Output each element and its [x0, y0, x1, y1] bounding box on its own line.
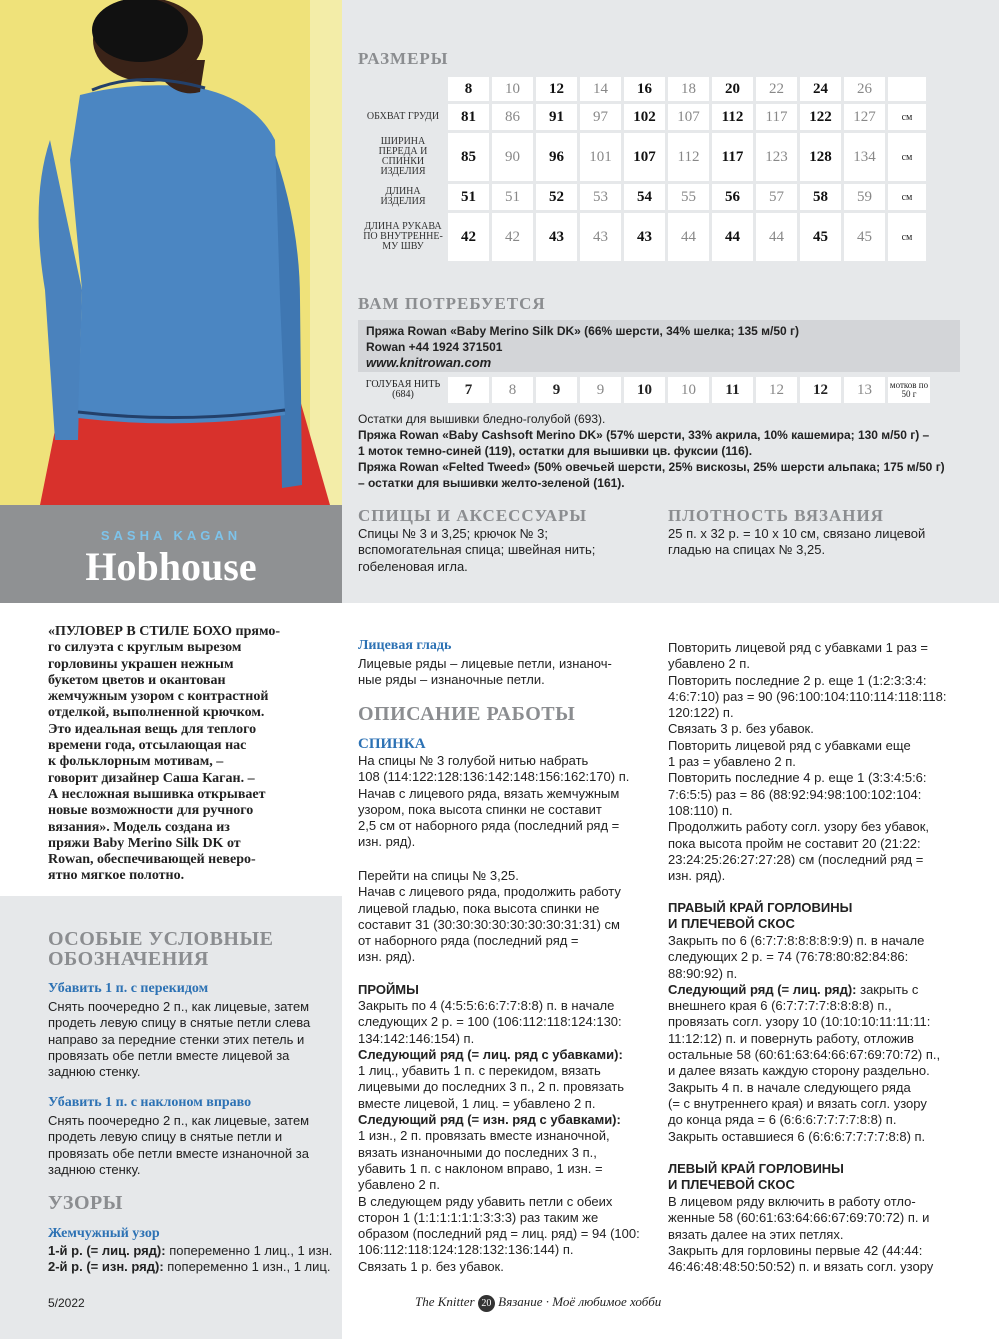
- right-neck-text: [668, 933, 978, 1145]
- size-header-cell: 8: [448, 77, 489, 101]
- table-cell: 52: [536, 184, 577, 210]
- text-line: го силуэта с круглым вырезом: [48, 640, 242, 656]
- text-line: Продолжить работу согл. узору без убавок,: [668, 819, 930, 835]
- table-cell: 53: [580, 184, 621, 210]
- text-line: 88:90:92) п.: [668, 965, 738, 981]
- text-line: пряжи Baby Merino Silk DK от: [48, 835, 241, 851]
- table-row: [361, 377, 930, 403]
- row-label: Следующий ряд (= лиц. ряд):: [668, 981, 857, 997]
- text-line: изн. ряд).: [358, 834, 416, 850]
- text-line: 25 п. х 32 р. = 10 х 10 см, связано лицевой: [668, 526, 926, 541]
- heading-line: ПРАВЫЙ КРАЙ ГОРЛОВИНЫ: [668, 900, 853, 915]
- table-cell: 43: [580, 213, 621, 261]
- unit-cell: см: [888, 104, 926, 130]
- text-line: от наборного ряда (последний ряд =: [358, 933, 579, 949]
- unit-cell: см: [888, 213, 926, 261]
- text-line: сторон 1 (1:1:1:1:1:1:3:3:3) раз таким же: [358, 1209, 599, 1225]
- needles-heading: СПИЦЫ И АКСЕССУАРЫ: [358, 506, 588, 525]
- text-line: На спицы № 3 голубой нитью набрать: [358, 753, 589, 768]
- text-line: 106:112:118:124:128:132:136:144) п.: [358, 1242, 574, 1258]
- text-line: 134:142:146:154) п.: [358, 1030, 475, 1046]
- text-line: Связать 3 р. без убавок.: [668, 721, 814, 737]
- table-cell: 90: [492, 133, 533, 181]
- yarn-line: Пряжа Rowan «Baby Merino Silk DK» (66% шерсти, 34% шелка; 135 м/50 г): [366, 324, 800, 338]
- text-line: гобеленовая игла.: [358, 558, 468, 574]
- text-line: продеть левую спицу в снятые петли слева: [48, 1015, 311, 1031]
- table-cell: 122: [800, 104, 841, 130]
- dec1-title: Убавить 1 п. с перекидом: [48, 981, 209, 996]
- row-label: ДЛИНА ИЗДЕЛИЯ: [380, 186, 426, 207]
- text-line: заднюю стенку.: [48, 1064, 141, 1080]
- text-line: Повторить последние 2 р. еще 1 (1:2:3:3:4:: [668, 672, 927, 688]
- table-cell: 112: [712, 104, 753, 130]
- patterns-heading: УЗОРЫ: [48, 1192, 123, 1214]
- footer-brand: [415, 1294, 661, 1312]
- text-line: 4:6:7:10) раз = 90 (96:100:104:110:114:118:118:: [668, 688, 947, 704]
- text-line: Связать 1 р. без убавок.: [358, 1258, 504, 1274]
- text-line: Перейти на спицы № 3,25.: [358, 868, 519, 883]
- text-line: времени года, отсылающая нас: [48, 738, 247, 754]
- text-line: изн. ряд).: [668, 868, 726, 884]
- text-line: провязать согл. узору 10 (10:10:10:11:11:11:: [668, 1014, 931, 1030]
- table-cell: 8: [492, 377, 533, 403]
- text-line: Повторить последние 4 р. еще 1 (3:3:4:5:6:: [668, 770, 927, 786]
- table-cell: 117: [756, 104, 797, 130]
- dec1-text: [48, 999, 340, 1080]
- text-line: Снять поочередно 2 п., как лицевые, затем: [48, 1113, 310, 1128]
- text-line: букетом цветов и окантован: [48, 672, 226, 688]
- text-line: вязать изнаночными до последних 3 п.,: [358, 1144, 597, 1160]
- text-line: 23:24:25:26:27:27:28) см (последний ряд =: [668, 851, 924, 867]
- text-line: 1 лиц., убавить 1 п. с перекидом, вязать: [358, 1063, 601, 1079]
- heading-line: ОБОЗНАЧЕНИЯ: [48, 948, 209, 970]
- text-line: Закрыть по 6 (6:7:7:8:8:8:8:9:9) п. в начале: [668, 933, 925, 948]
- table-cell: 9: [536, 377, 577, 403]
- text-line: составит 31 (30:30:30:30:30:30:30:31:31) см: [358, 916, 620, 932]
- size-header-cell: 26: [844, 77, 885, 101]
- right-neck-title: [668, 900, 852, 932]
- table-cell: 85: [448, 133, 489, 181]
- size-header-cell: 24: [800, 77, 841, 101]
- table-cell: 134: [844, 133, 885, 181]
- text-line: Спицы № 3 и 3,25; крючок № 3;: [358, 526, 548, 541]
- seed-stitch-text: [48, 1243, 348, 1276]
- size-header-cell: 18: [668, 77, 709, 101]
- text-line: к фольклорным мотивам, –: [48, 754, 224, 770]
- text-line: образом (последний ряд = лиц. ряд) = 94 (100:: [358, 1226, 640, 1242]
- table-cell: 42: [492, 213, 533, 261]
- intro-text: [48, 624, 318, 885]
- text-line: В следующем ряду убавить петли с обеих: [358, 1193, 613, 1209]
- text-line: и далее вязать каждую сторону раздельно.: [668, 1063, 930, 1079]
- text-line: лицевыми до последних 3 п., 2 п. провязать: [358, 1079, 625, 1095]
- text-line: Закрыть для горловины первые 42 (44:44:: [668, 1242, 923, 1258]
- table-row: [361, 104, 926, 130]
- heading-line: ОСОБЫЕ УСЛОВНЫЕ: [48, 928, 274, 950]
- table-cell: 91: [536, 104, 577, 130]
- materials-heading: ВАМ ПОТРЕБУЕТСЯ: [358, 294, 546, 313]
- yarn-phone: Rowan +44 1924 371501: [366, 340, 503, 354]
- table-cell: 44: [668, 213, 709, 261]
- row-text: попеременно 1 изн., 1 лиц.: [163, 1259, 331, 1275]
- text-line: продеть левую спицу в снятые петли и: [48, 1129, 283, 1145]
- heading-line: ЛЕВЫЙ КРАЙ ГОРЛОВИНЫ: [668, 1161, 844, 1176]
- row-text: закрыть с: [856, 981, 919, 997]
- text-line: следующих 2 р. = 74 (76:78:80:82:84:86:: [668, 949, 909, 965]
- sizes-table: [358, 74, 929, 264]
- text-line: Снять поочередно 2 п., как лицевые, затем: [48, 999, 310, 1014]
- text-line: гладью на спицах № 3,25.: [668, 542, 826, 558]
- size-header-cell: 16: [624, 77, 665, 101]
- table-cell: 101: [580, 133, 621, 181]
- row-label: ШИРИНА ПЕРЕДА И СПИНКИ ИЗДЕЛИЯ: [378, 136, 428, 177]
- text-line: отделкой, выполненной крючком.: [48, 705, 265, 721]
- text-line: (= с внутреннего края) и вязать согл. узору: [668, 1095, 927, 1111]
- note-line: Пряжа Rowan «Baby Cashsoft Merino DK» (57% шерсти, 33% акрила, 10% кашемира; 130 м/50 г) –: [358, 428, 930, 442]
- text-line: убавлено 2 п.: [358, 1177, 440, 1193]
- text-line: жемчужным узором с контрастной: [48, 689, 269, 705]
- table-cell: 10: [624, 377, 665, 403]
- table-cell: 11: [712, 377, 753, 403]
- table-cell: 107: [668, 104, 709, 130]
- seed-stitch-title: Жемчужный узор: [48, 1226, 160, 1241]
- table-cell: 44: [756, 213, 797, 261]
- unit-cell: мотков по 50 г: [888, 377, 930, 403]
- table-cell: 44: [712, 213, 753, 261]
- text-line: Rowan, обеспечивающей неверо-: [48, 852, 256, 868]
- text-line: Закрыть по 4 (4:5:5:6:6:7:7:8:8) п. в начале: [358, 998, 615, 1013]
- left-neck-text: [668, 1194, 978, 1275]
- text-line: следующих 2 р. = 100 (106:112:118:124:130:: [358, 1014, 622, 1030]
- table-cell: 43: [536, 213, 577, 261]
- text-line: Следующий ряд (= лиц. ряд с убавками):: [358, 1046, 623, 1062]
- materials-notes: [358, 411, 968, 491]
- text-line: 108:110) п.: [668, 802, 733, 818]
- armholes-text: [358, 998, 658, 1275]
- text-line: ятно мягкое полотно.: [48, 868, 185, 884]
- stockinette-title: Лицевая гладь: [358, 638, 452, 653]
- special-heading: [48, 929, 273, 969]
- table-cell: 55: [668, 184, 709, 210]
- armholes-title: ПРОЙМЫ: [358, 982, 419, 997]
- heading-line: И ПЛЕЧЕВОЙ СКОС: [668, 916, 795, 931]
- row-label: ОБХВАТ ГРУДИ: [366, 111, 440, 122]
- text-line: до конца ряда = 6 (6:6:6:7:7:7:7:8:8) п.: [668, 1112, 897, 1128]
- text-line: вместе лицевой, 1 лиц. = убавлено 2 п.: [358, 1095, 596, 1111]
- table-cell: 43: [624, 213, 665, 261]
- gauge-heading: ПЛОТНОСТЬ ВЯЗАНИЯ: [668, 506, 884, 525]
- text-line: говорит дизайнер Саша Каган. –: [48, 770, 255, 786]
- sizes-heading: РАЗМЕРЫ: [358, 49, 449, 68]
- back-text-2: [358, 868, 658, 966]
- table-cell: 51: [448, 184, 489, 210]
- table-cell: 97: [580, 104, 621, 130]
- text-line: 2,5 см от наборного ряда (последний ряд =: [358, 818, 620, 834]
- back-title: СПИНКА: [358, 736, 426, 752]
- text-line: «ПУЛОВЕР В СТИЛЕ БОХО прямо-: [48, 624, 280, 639]
- table-cell: 56: [712, 184, 753, 210]
- magazine-name: Вязание · Моё любимое хобби: [498, 1294, 662, 1309]
- note-line: – остатки для вышивки желто-зеленой (161).: [358, 476, 625, 490]
- size-header-cell: 14: [580, 77, 621, 101]
- unit-cell: см: [888, 133, 926, 181]
- text-line: Это идеальная вещь для теплого: [48, 721, 257, 737]
- note-line: 1 моток темно-синей (119), остатки для вышивки цв. фуксии (116).: [358, 444, 753, 458]
- text-line: Начав с лицевого ряда, продолжить работу: [358, 884, 621, 900]
- gauge-text: [668, 526, 978, 559]
- text-line: заднюю стенку.: [48, 1161, 141, 1177]
- table-cell: 96: [536, 133, 577, 181]
- model-photo: [0, 0, 342, 505]
- text-line: Повторить лицевой ряд с убавками 1 раз =: [668, 640, 928, 655]
- text-line: 46:46:48:48:50:50:52) п. и вязать согл. узору: [668, 1259, 934, 1275]
- dec2-title: Убавить 1 п. с наклоном вправо: [48, 1095, 252, 1110]
- text-line: лицевой гладью, пока высота спинки не: [358, 900, 600, 916]
- pattern-title: Hobhouse: [85, 544, 257, 589]
- table-cell: 112: [668, 133, 709, 181]
- left-neck-title: [668, 1161, 844, 1193]
- table-cell: 57: [756, 184, 797, 210]
- text-line: 1 изн., 2 п. провязать вместе изнаночной,: [358, 1128, 610, 1144]
- table-cell: 54: [624, 184, 665, 210]
- table-cell: 107: [624, 133, 665, 181]
- row-text: попеременно 1 лиц., 1 изн.: [165, 1243, 333, 1258]
- armholes-continued: [668, 640, 978, 884]
- text-line: внешнего края 6 (6:7:7:7:7:8:8:8:8) п.,: [668, 998, 892, 1014]
- table-cell: 86: [492, 104, 533, 130]
- text-line: вязания». Модель создана из: [48, 819, 230, 835]
- row-label: ГОЛУБАЯ НИТЬ (684): [365, 379, 441, 400]
- yarn-website[interactable]: www.knitrowan.com: [366, 355, 492, 370]
- dec2-text: [48, 1113, 340, 1178]
- yarn-amount-table: [358, 374, 933, 406]
- text-line: женные 58 (60:61:63:64:66:67:69:70:72) п. и: [668, 1210, 930, 1226]
- brand-name: The Knitter: [415, 1294, 475, 1309]
- table-cell: 12: [800, 377, 841, 403]
- text-line: убавить 1 п. с наклоном вправо, 1 изн. =: [358, 1160, 603, 1176]
- text-line: В лицевом ряду включить в работу отло-: [668, 1194, 916, 1209]
- designer-name: SASHA KAGAN: [100, 528, 242, 543]
- row-label: 2-й р. (= изн. ряд):: [48, 1259, 164, 1275]
- table-cell: 45: [844, 213, 885, 261]
- yarn-box: [358, 320, 960, 372]
- table-cell: 128: [800, 133, 841, 181]
- stockinette-text: [358, 656, 658, 689]
- size-header-cell: 20: [712, 77, 753, 101]
- work-heading: ОПИСАНИЕ РАБОТЫ: [358, 703, 576, 725]
- text-line: А несложная вышивка открывает: [48, 786, 266, 802]
- note-line: Пряжа Rowan «Felted Tweed» (50% овечьей шерсти, 25% вискозы, 25% шерсти альпака; 175 м/50 г): [358, 460, 945, 474]
- text-line: Лицевые ряды – лицевые петли, изнаноч-: [358, 656, 612, 671]
- text-line: горловины украшен нежным: [48, 656, 234, 672]
- table-cell: 59: [844, 184, 885, 210]
- table-row: [361, 213, 926, 261]
- table-cell: 81: [448, 104, 489, 130]
- row-label: ДЛИНА РУКАВА ПО ВНУТРЕННЕ-МУ ШВУ: [363, 221, 443, 252]
- size-header-cell: 22: [756, 77, 797, 101]
- text-line: 11:12:12) п. и повернуть работу, отложив: [668, 1030, 914, 1046]
- table-cell: 102: [624, 104, 665, 130]
- text-line: Повторить лицевой ряд с убавками еще: [668, 737, 911, 753]
- size-header-cell: 10: [492, 77, 533, 101]
- text-line: Следующий ряд (= изн. ряд с убавками):: [358, 1112, 621, 1128]
- heading-line: И ПЛЕЧЕВОЙ СКОС: [668, 1177, 795, 1192]
- table-cell: 10: [668, 377, 709, 403]
- table-cell: 123: [756, 133, 797, 181]
- text-line: убавлено 2 п.: [668, 656, 750, 672]
- table-cell: 9: [580, 377, 621, 403]
- text-line: направо за передние стенки этих петель и: [48, 1031, 305, 1047]
- text-line: 7:6:5:5) раз = 86 (88:92:94:98:100:102:104:: [668, 786, 922, 802]
- size-header-cell: 12: [536, 77, 577, 101]
- text-line: вязать далее на этих петлях.: [668, 1226, 844, 1242]
- table-cell: 7: [448, 377, 489, 403]
- table-cell: 127: [844, 104, 885, 130]
- text-line: провязать обе петли вместе лицевой за: [48, 1047, 290, 1063]
- row-label: 1-й р. (= лиц. ряд):: [48, 1243, 166, 1258]
- text-line: Закрыть 4 п. в начале следующего ряда: [668, 1079, 911, 1095]
- text-line: Начав с лицевого ряда, вязать жемчужным: [358, 785, 620, 801]
- text-line: 120:122) п.: [668, 705, 734, 721]
- text-line: вспомогательная спица; швейная нить;: [358, 542, 596, 558]
- text-line: узором, пока высота спинки не составит: [358, 801, 602, 817]
- text-line: остальные 58 (60:61:63:64:66:67:69:70:72) п.,: [668, 1047, 941, 1063]
- text-line: 1 раз = убавлено 2 п.: [668, 754, 796, 770]
- page-number: 20: [478, 1295, 495, 1312]
- needles-text: [358, 526, 658, 575]
- table-cell: 12: [756, 377, 797, 403]
- text-line: ные ряды – изнаночные петли.: [358, 672, 545, 688]
- unit-cell: см: [888, 184, 926, 210]
- text-line: провязать обе петли вместе изнаночной за: [48, 1145, 309, 1161]
- text-line: 108 (114:122:128:136:142:148:156:162:170) п.: [358, 769, 630, 785]
- table-row: [361, 133, 926, 181]
- table-cell: 117: [712, 133, 753, 181]
- table-cell: 51: [492, 184, 533, 210]
- text-line: Закрыть оставшиеся 6 (6:6:6:7:7:7:7:8:8) п.: [668, 1128, 926, 1144]
- back-text-1: [358, 753, 658, 851]
- issue-number: 5/2022: [48, 1296, 85, 1310]
- table-cell: 13: [844, 377, 885, 403]
- text-line: пока высота пройм не составит 20 (21:22:: [668, 835, 921, 851]
- table-row: [361, 184, 926, 210]
- table-cell: 58: [800, 184, 841, 210]
- table-cell: 42: [448, 213, 489, 261]
- text-line: новые возможности для ручного: [48, 803, 254, 819]
- note-line: Остатки для вышивки бледно-голубой (693).: [358, 412, 606, 426]
- table-cell: 45: [800, 213, 841, 261]
- text-line: изн. ряд).: [358, 949, 416, 965]
